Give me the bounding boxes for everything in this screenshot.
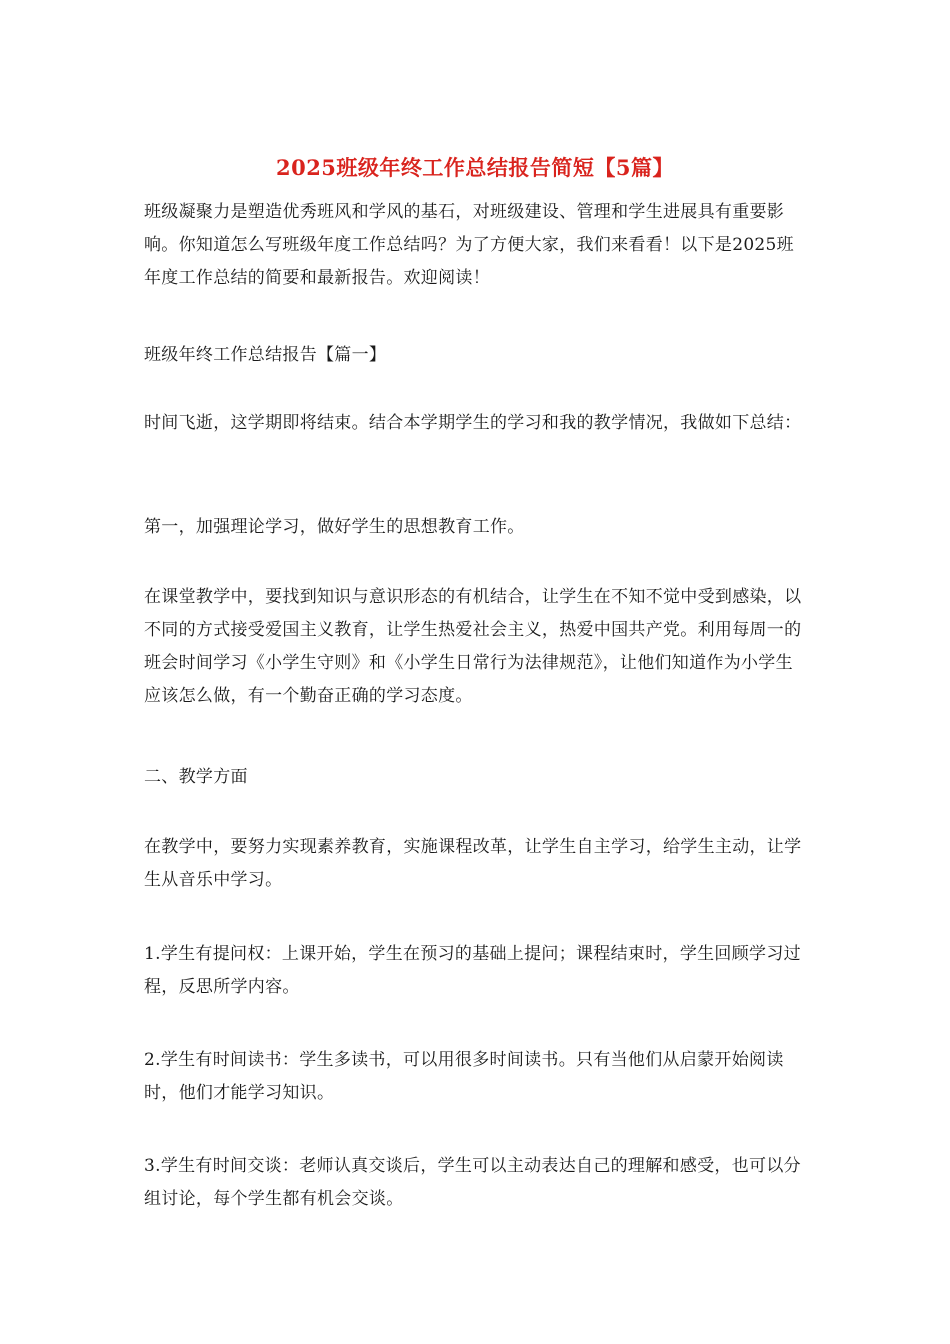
- list-item: 2.学生有时间读书：学生多读书，可以用很多时间读书。只有当他们从启蒙开始阅读时，他们才能学习知识。: [144, 1050, 784, 1103]
- point-heading-first: 第一，加强理论学习，做好学生的思想教育工作。: [144, 517, 525, 537]
- intro-paragraph: 班级凝聚力是塑造优秀班风和学风的基石，对班级建设、管理和学生进展具有重要影响。你知道怎么写班级年度工作总结吗？为了方便大家，我们来看看！以下是2025班年度工作总结的简要和最新报告。欢迎阅读！: [144, 202, 794, 288]
- document-title: 2025班级年终工作总结报告简短【5篇】: [275, 155, 675, 180]
- body-paragraph: 在教学中，要努力实现素养教育，实施课程改革，让学生自主学习，给学生主动，让学生从音乐中学习。: [144, 837, 802, 890]
- section-heading-part-one: 班级年终工作总结报告【篇一】: [144, 345, 387, 365]
- point-heading-teaching: 二、教学方面: [144, 767, 248, 787]
- list-item: 1.学生有提问权：上课开始，学生在预习的基础上提问；课程结束时，学生回顾学习过程，反思所学内容。: [144, 944, 801, 997]
- body-paragraph: 时间飞逝，这学期即将结束。结合本学期学生的学习和我的教学情况，我做如下总结：: [144, 413, 802, 433]
- body-paragraph: 在课堂教学中，要找到知识与意识形态的有机结合，让学生在不知不觉中受到感染，以不同的方式接受爱国主义教育，让学生热爱社会主义，热爱中国共产党。利用每周一的班会时间学习《小学生守则》和《小学生日常行为法律规范》，让他们知道作为小学生应该怎么做，有一个勤奋正确的学习态度。: [144, 587, 802, 706]
- list-item: 3.学生有时间交谈：老师认真交谈后，学生可以主动表达自己的理解和感受，也可以分组讨论，每个学生都有机会交谈。: [144, 1156, 801, 1209]
